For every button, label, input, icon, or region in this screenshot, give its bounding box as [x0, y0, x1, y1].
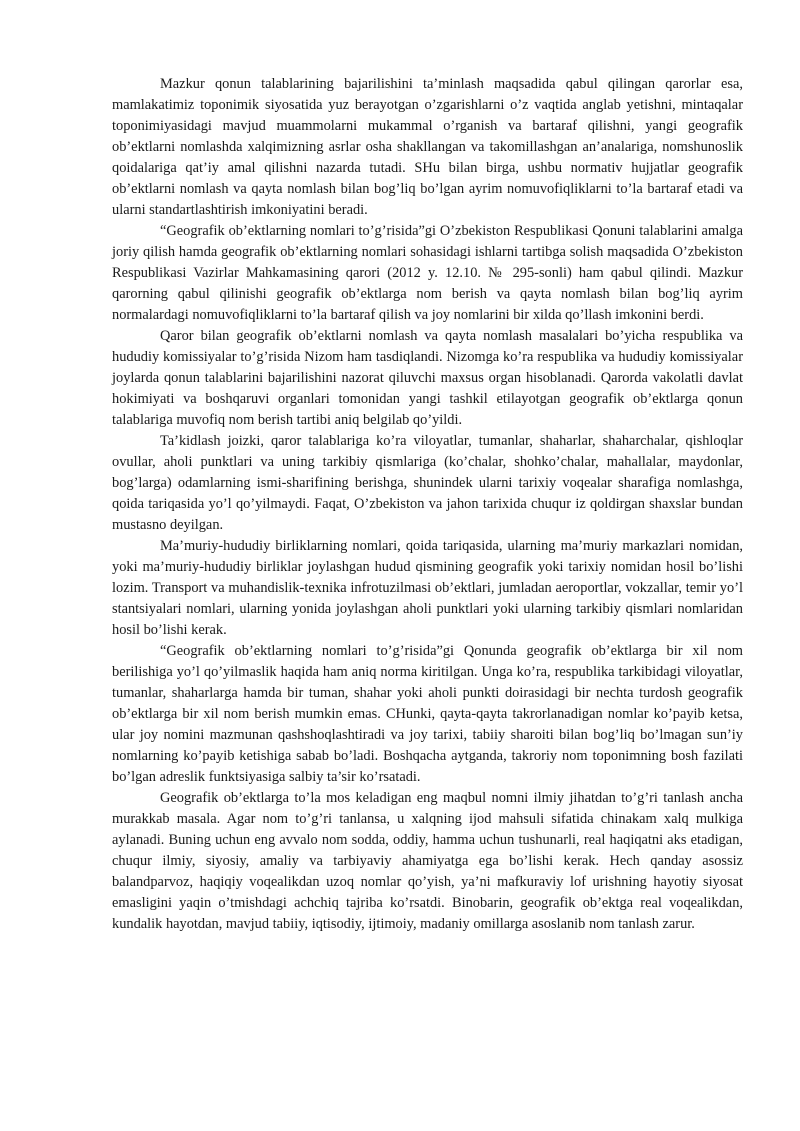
paragraph-7: Geografik ob’ektlarga to’la mos keladigan eng maqbul nomni ilmiy jihatdan to’g’ri tanlash ancha murakkab masala. Agar nom to’g’ri tanlansa, u xalqning ijod mahsuli sifatida chinakam xalq mulkiga aylanadi. Buning uchun eng avvalo nom sodda, oddiy, hamma uchun tushunarli, real haqiqatni aks etadigan, chuqur ilmiy, siyosiy, amaliy va tarbiyaviy ahamiyatga ega bo’lishi kerak. Hech qanday asossiz balandparvoz, haqiqiy voqealikdan uzoq nomlar qo’yish, ya’ni mafkuraviy lof urishning hayotiy siyosat emasligini yaqin o’tmishdagi achchiq tajriba ko’rsatdi. Binobarin, geografik ob’ektga real voqealikdan, kundalik hayotdan, mavjud tabiiy, iqtisodiy, ijtimoiy, madaniy omillarga asoslanib nom tanlash zarur.: [112, 790, 743, 932]
paragraph-6: “Geografik ob’ektlarning nomlari to’g’risida”gi Qonunda geografik ob’ektlarga bir xil nom berilishiga yo’l qo’yilmaslik haqida ham aniq norma kiritilgan. Unga ko’ra, respublika tarkibidagi viloyatlar, tumanlar, shaharlarga hamda bir tuman, shahar yoki aholi punkti doirasidagi bir nechta turdosh geografik ob’ektlarga bir xil nom berish mumkin emas. CHunki, qayta-qayta takrorlanadigan nomlar ko’payib ketsa, ular joy nomini mazmunan qashshoqlashtiradi va joy tarixi, tabiiy sharoiti bilan bog’liq bo’lmagan sun’iy nomlarning ko’payib ketishiga sabab bo’ladi. Boshqacha aytganda, takroriy nom toponimning bosh fazilati bo’lgan adreslik funktsiyasiga salbiy ta’sir ko’rsatadi.: [112, 643, 743, 785]
paragraph-3: Qaror bilan geografik ob’ektlarni nomlash va qayta nomlash masalalari bo’yicha respublika va hududiy komissiyalar to’g’risida Nizom ham tasdiqlandi. Nizomga ko’ra respublika va hududiy komissiyalar joylarda qonun talablarini bajarilishini nazorat qiluvchi maxsus organ hisoblanadi. Qarorda vakolatli davlat hokimiyati va boshqaruvi organlari tomonidan yangi tashkil etilayotgan geografik ob’ektlarga qonun talablariga muvofiq nom berish tartibi aniq belgilab qo’yildi.: [112, 328, 743, 428]
document-page: [112, 74, 743, 935]
paragraph-5: Ma’muriy-hududiy birliklarning nomlari, qoida tariqasida, ularning ma’muriy markazlari nomidan, yoki ma’muriy-hududiy birliklar joylashgan hudud qismining geografik yoki tarixiy nomidan hosil bo’lishi lozim. Transport va muhandislik-texnika infrotuzilmasi ob’ektlari, jumladan aeroportlar, vokzallar, temir yo’l stantsiyalari nomlari, ularning yonida joylashgan aholi punktlari yoki ularning tarkibiy qismlari nomlaridan hosil bo’lishi kerak.: [112, 538, 743, 638]
paragraph-2: “Geografik ob’ektlarning nomlari to’g’risida”gi O’zbekiston Respublikasi Qonuni talablarini amalga joriy qilish hamda geografik ob’ektlarning nomlari sohasidagi ishlarni tartibga solish maqsadida O’zbekiston Respublikasi Vazirlar Mahkamasining qarori (2012 y. 12.10. № 295-sonli) ham qabul qilindi. Mazkur qarorning qabul qilinishi geografik ob’ektlarga nom berish va qayta nomlash bilan bog’liq ayrim normalardagi nomuvofiqliklarni to’la bartaraf qilish va joy nomlarini bir xilda qo’llash imkonini berdi.: [112, 223, 743, 323]
paragraph-1: Mazkur qonun talablarining bajarilishini ta’minlash maqsadida qabul qilingan qarorlar esa, mamlakatimiz toponimik siyosatida yuz berayotgan o’zgarishlarni o’z vaqtida anglab yetishni, mintaqalar toponimiyasidagi mavjud muammolarni mukammal o’rganish va bartaraf qilishni, yangi geografik ob’ektlarni nomlashda xalqimizning asrlar osha shakllangan va takomillashgan an’analariga, nomshunoslik qoidalariga qat’iy amal qilishni nazarda tutadi. SHu bilan birga, ushbu normativ hujjatlar geografik ob’ektlarni nomlash va qayta nomlash bilan bog’liq bo’lgan ayrim nomuvofiqliklarni to’la bartaraf etadi va ularni standartlashtirish imkoniyatini beradi.: [112, 76, 743, 218]
paragraph-4: Ta’kidlash joizki, qaror talablariga ko’ra viloyatlar, tumanlar, shaharlar, shaharchalar, qishloqlar ovullar, aholi punktlari va uning tarkibiy qismlariga (ko’chalar, shohko’chalar, mahallalar, maydonlar, bog’larga) odamlarning ismi-sharifining berishga, shunindek ularni tarixiy voqealar sharafiga nomlashga, qoida tariqasida yo’l qo’yilmaydi. Faqat, O’zbekiston va jahon tarixida chuqur iz qoldirgan shaxslar bundan mustasno deyilgan.: [112, 433, 743, 533]
